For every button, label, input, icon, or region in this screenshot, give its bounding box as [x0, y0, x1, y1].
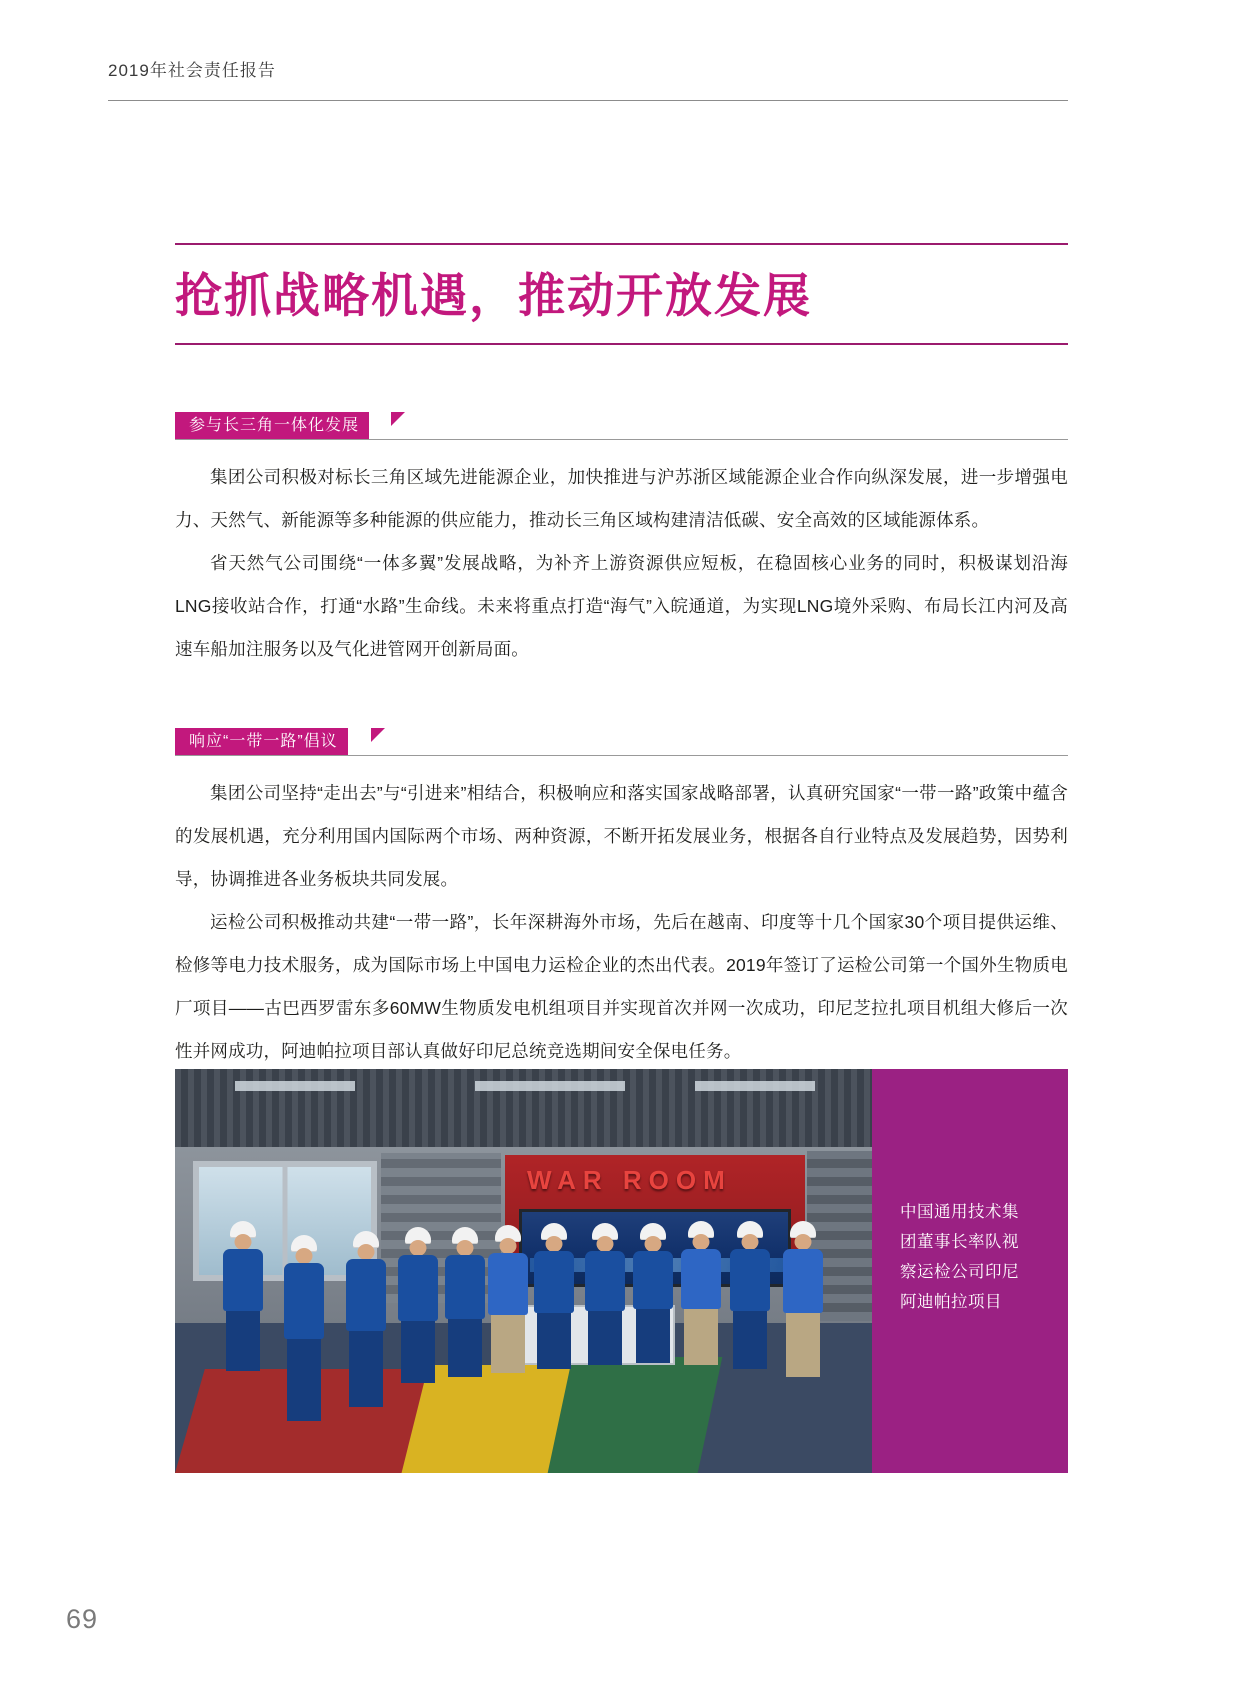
running-title: 2019年社会责任报告: [108, 61, 276, 80]
figure-photo: [175, 1069, 872, 1473]
paragraph-1-1: 集团公司积极对标长三角区域先进能源企业，加快推进与沪苏浙区域能源企业合作向纵深发展，进一步增强电力、天然气、新能源等多种能源的供应能力，推动长三角区域构建清洁低碳、安全高效的区域能源体系。: [175, 467, 1068, 530]
paragraph-1-2: 省天然气公司围绕“一体多翼”发展战略，为补齐上游资源供应短板，在稳固核心业务的同时，积极谋划沿海LNG接收站合作，打通“水路”生命线。未来将重点打造“海气”入皖通道，为实现LNG境外采购、布局长江内河及高速车船加注服务以及气化进管网开创新局面。: [175, 553, 1068, 659]
page-title: 抢抓战略机遇，推动开放发展: [175, 269, 812, 322]
section-tag-rule-1: [175, 439, 1068, 440]
photo-person: [213, 1221, 273, 1371]
figure-caption-panel: [872, 1069, 1068, 1473]
paragraph-2-1: 集团公司坚持“走出去”与“引进来”相结合，积极响应和落实国家战略部署，认真研究国家“一带一路”政策中蕴含的发展机遇，充分利用国内国际两个市场、两种资源，不断开拓发展业务，根据各自行业特点及发展趋势，因势利导，协调推进各业务板块共同发展。: [175, 783, 1068, 889]
photo-person: [271, 1235, 337, 1421]
photo-ceiling-light: [475, 1081, 625, 1091]
photo-person: [335, 1231, 397, 1407]
photo-person: [675, 1221, 727, 1365]
section-tag-arrow-1: [391, 412, 405, 440]
section-tag-label-2: 响应“一带一路”倡议: [175, 728, 348, 756]
photo-floor-stripe-green: [548, 1357, 723, 1473]
paragraph-2-2: 运检公司积极推动共建“一带一路”，长年深耕海外市场，先后在越南、印度等十几个国家30个项目提供运维、检修等电力技术服务，成为国际市场上中国电力运检企业的杰出代表。2019年签订了运检公司第一个国外生物质电厂项目——古巴西罗雷东多60MW生物质发电机组项目并实现首次并网一次成功，印尼芝拉扎项目机组大修后一次性并网成功，阿迪帕拉项目部认真做好印尼总统竞选期间安全保电任务。: [175, 912, 1068, 1061]
figure-caption: 中国通用技术集团董事长率队视察运检公司印尼阿迪帕拉项目: [900, 1203, 1019, 1311]
photo-sign-text: WAR ROOM: [527, 1165, 732, 1195]
photo-ceiling-light: [235, 1081, 355, 1091]
section-heading-2: [175, 728, 1068, 756]
photo-person: [579, 1223, 631, 1365]
photo-person: [627, 1223, 679, 1363]
section-heading-1: [175, 412, 1068, 440]
header-divider: [108, 100, 1068, 101]
figure-block: [175, 1069, 1068, 1473]
section-tag-arrow-2: [371, 728, 385, 756]
page-title-block: [175, 243, 1068, 345]
photo-person: [723, 1221, 777, 1369]
photo-ceiling-light: [695, 1081, 815, 1091]
page-header: [108, 62, 1068, 106]
section-tag-label-1: 参与长三角一体化发展: [175, 412, 369, 440]
photo-person: [527, 1223, 581, 1369]
photo-person: [775, 1221, 831, 1377]
page-number: 69: [66, 1604, 99, 1634]
title-rule-bottom: [175, 343, 1068, 345]
section-tag-rule-2: [175, 755, 1068, 756]
